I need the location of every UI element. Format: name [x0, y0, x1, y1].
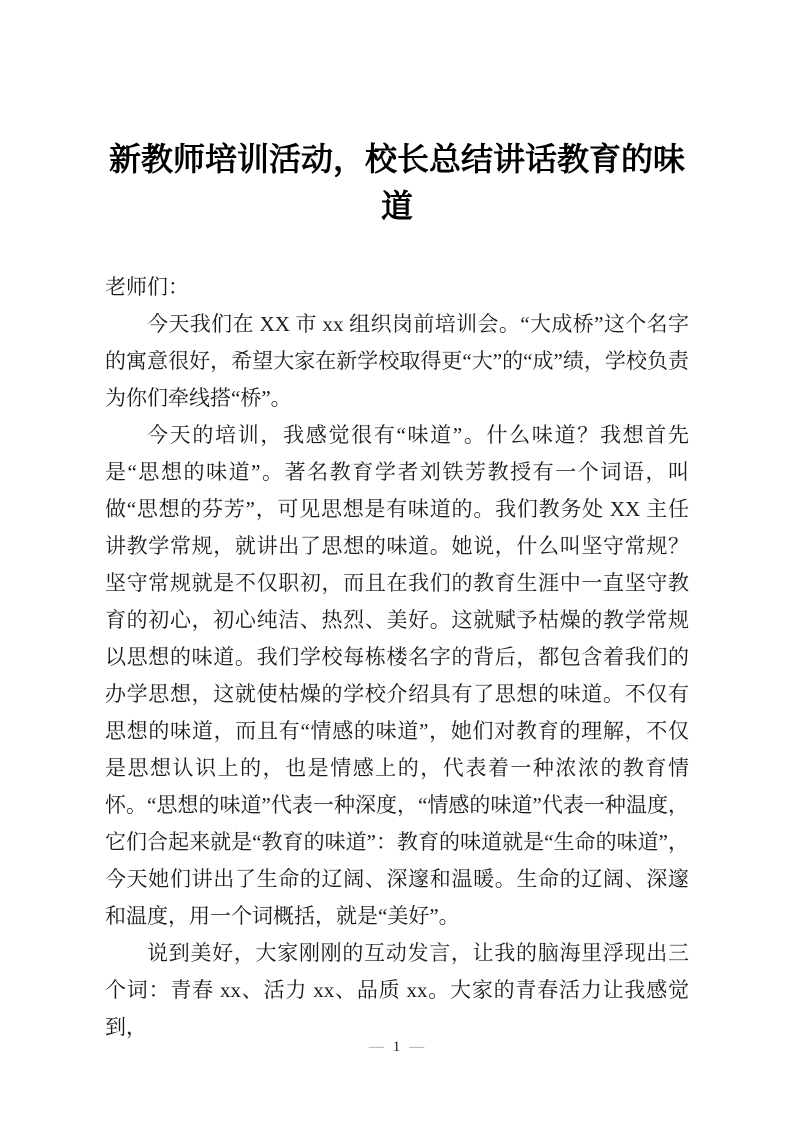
paragraph-3: 说到美好，大家刚刚的互动发言，让我的脑海里浮现出三个词：青春 xx、活力 xx、品质 xx。大家的青春活力让我感觉到， [105, 941, 689, 1039]
paragraph-2: 今天的培训，我感觉很有“味道”。什么味道？我想首先是“思想的味道”。著名教育学者刘铁芳教授有一个词语，叫做“思想的芬芳”，可见思想是有味道的。我们教务处 XX 主任讲教学常规，就讲出了思想的味道。她说，什么叫坚守常规？坚守常规就是不仅职初，而且在我们的教育生涯中一直坚守教育的初心，初心纯洁、热烈、美好。这就赋予枯燥的教学常规以思想的味道。我们学校每栋楼名字的背后，都包含着我们的办学思想，这就使枯燥的学校介绍具有了思想的味道。不仅有思想的味道，而且有“情感的味道”，她们对教育的理解，不仅是思想认识上的，也是情感上的，代表着一种浓浓的教育情怀。“思想的味道”代表一种深度，“情感的味道”代表一种温度，它们合起来就是“教育的味道”：教育的味道就是“生命的味道”，今天她们讲出了生命的辽阔、深邃和温暖。生命的辽阔、深邃和温度，用一个词概括，就是“美好”。 [105, 423, 689, 928]
document-content [105, 136, 689, 1046]
document-title: 新教师培训活动，校长总结讲话教育的味道 [108, 141, 685, 224]
page-number: 1 [392, 1039, 401, 1055]
salutation-line: 老师们： [105, 275, 189, 299]
page-footer [0, 1036, 793, 1058]
paragraph-1: 今天我们在 XX 市 xx 组织岗前培训会。“大成桥”这个名字的寓意很好，希望大家在新学校取得更“大”的“成”绩，学校负责为你们牵线搭“桥”。 [105, 312, 689, 410]
footer-dash-left: — [368, 1039, 384, 1055]
footer-dash-right: — [409, 1039, 425, 1055]
